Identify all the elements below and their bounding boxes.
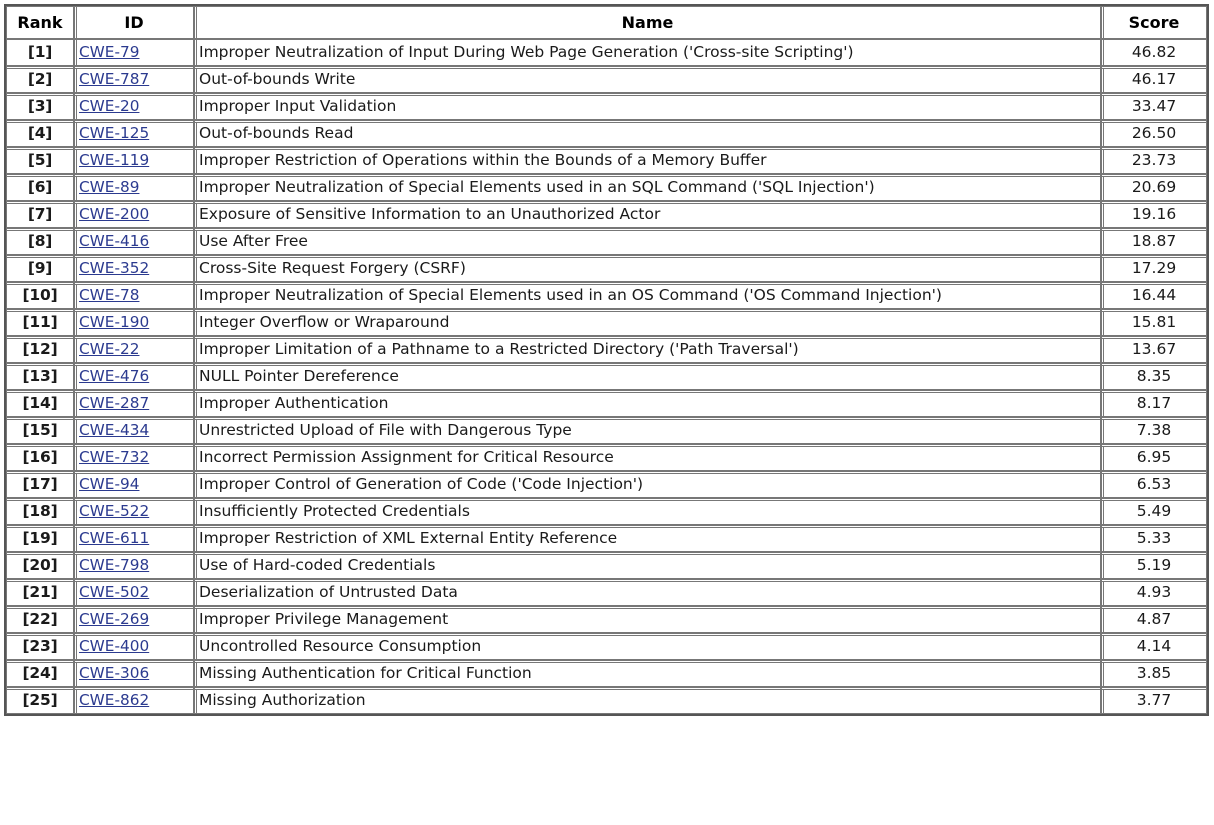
cell-score: 17.29	[1101, 255, 1207, 282]
table-header-row	[6, 6, 1207, 39]
cell-rank: [16]	[6, 444, 74, 471]
cell-rank: [7]	[6, 201, 74, 228]
cell-name: Use After Free	[194, 228, 1101, 255]
table-row	[6, 147, 1207, 174]
cell-id	[74, 498, 194, 525]
cell-rank: [12]	[6, 336, 74, 363]
cwe-id-link[interactable]: CWE-269	[79, 610, 150, 629]
cell-id	[74, 39, 194, 66]
cwe-id-link[interactable]: CWE-732	[79, 448, 150, 467]
cell-name: Integer Overflow or Wraparound	[194, 309, 1101, 336]
cell-name: Improper Neutralization of Input During Web Page Generation ('Cross-site Scripting')	[194, 39, 1101, 66]
cell-name: Unrestricted Upload of File with Dangerous Type	[194, 417, 1101, 444]
cell-rank: [17]	[6, 471, 74, 498]
cwe-id-link[interactable]: CWE-416	[79, 232, 150, 251]
cell-score: 4.14	[1101, 633, 1207, 660]
cell-rank: [3]	[6, 93, 74, 120]
cell-rank: [11]	[6, 309, 74, 336]
cwe-id-link[interactable]: CWE-190	[79, 313, 150, 332]
cwe-id-link[interactable]: CWE-89	[79, 178, 140, 197]
cwe-id-link[interactable]: CWE-287	[79, 394, 150, 413]
cell-score: 16.44	[1101, 282, 1207, 309]
cwe-id-link[interactable]: CWE-522	[79, 502, 150, 521]
cwe-id-link[interactable]: CWE-78	[79, 286, 140, 305]
cell-score: 3.77	[1101, 687, 1207, 714]
cwe-id-link[interactable]: CWE-476	[79, 367, 150, 386]
cell-id	[74, 390, 194, 417]
cwe-top25-table	[4, 4, 1209, 716]
table-row	[6, 471, 1207, 498]
cell-id	[74, 444, 194, 471]
cell-rank: [24]	[6, 660, 74, 687]
cwe-id-link[interactable]: CWE-306	[79, 664, 150, 683]
cell-id	[74, 201, 194, 228]
cell-score: 4.93	[1101, 579, 1207, 606]
cell-id	[74, 93, 194, 120]
cell-rank: [6]	[6, 174, 74, 201]
cell-id	[74, 66, 194, 93]
table-header	[6, 6, 1207, 39]
cell-name: Improper Neutralization of Special Elements used in an SQL Command ('SQL Injection')	[194, 174, 1101, 201]
cwe-id-link[interactable]: CWE-502	[79, 583, 150, 602]
table-row	[6, 390, 1207, 417]
cell-id	[74, 471, 194, 498]
table-row	[6, 66, 1207, 93]
cell-name: Improper Input Validation	[194, 93, 1101, 120]
cell-rank: [4]	[6, 120, 74, 147]
cell-name: Missing Authentication for Critical Function	[194, 660, 1101, 687]
cell-name: Deserialization of Untrusted Data	[194, 579, 1101, 606]
cell-id	[74, 282, 194, 309]
column-header-id[interactable]: ID	[74, 6, 194, 39]
cell-rank: [9]	[6, 255, 74, 282]
cell-score: 46.17	[1101, 66, 1207, 93]
cwe-id-link[interactable]: CWE-434	[79, 421, 150, 440]
cell-name: Exposure of Sensitive Information to an Unauthorized Actor	[194, 201, 1101, 228]
cwe-id-link[interactable]: CWE-22	[79, 340, 140, 359]
table-row	[6, 309, 1207, 336]
cell-rank: [13]	[6, 363, 74, 390]
table-row	[6, 120, 1207, 147]
cell-rank: [20]	[6, 552, 74, 579]
column-header-score[interactable]: Score	[1101, 6, 1207, 39]
cell-name: Use of Hard-coded Credentials	[194, 552, 1101, 579]
cell-score: 3.85	[1101, 660, 1207, 687]
cell-id	[74, 579, 194, 606]
cwe-id-link[interactable]: CWE-611	[79, 529, 150, 548]
cell-name: Out-of-bounds Write	[194, 66, 1101, 93]
table-row	[6, 552, 1207, 579]
cell-rank: [18]	[6, 498, 74, 525]
table-row	[6, 39, 1207, 66]
cell-id	[74, 147, 194, 174]
cwe-id-link[interactable]: CWE-119	[79, 151, 150, 170]
cell-rank: [8]	[6, 228, 74, 255]
cell-score: 26.50	[1101, 120, 1207, 147]
cwe-id-link[interactable]: CWE-862	[79, 691, 150, 710]
cell-score: 20.69	[1101, 174, 1207, 201]
table-row	[6, 93, 1207, 120]
cell-name: Out-of-bounds Read	[194, 120, 1101, 147]
table-row	[6, 363, 1207, 390]
cell-rank: [23]	[6, 633, 74, 660]
cell-name: Improper Authentication	[194, 390, 1101, 417]
cell-score: 18.87	[1101, 228, 1207, 255]
cell-name: Improper Privilege Management	[194, 606, 1101, 633]
cell-score: 8.17	[1101, 390, 1207, 417]
table-row	[6, 282, 1207, 309]
cell-rank: [22]	[6, 606, 74, 633]
cwe-id-link[interactable]: CWE-94	[79, 475, 140, 494]
cell-name: Cross-Site Request Forgery (CSRF)	[194, 255, 1101, 282]
cell-rank: [10]	[6, 282, 74, 309]
cell-name: Missing Authorization	[194, 687, 1101, 714]
cell-score: 23.73	[1101, 147, 1207, 174]
cell-rank: [2]	[6, 66, 74, 93]
cell-score: 13.67	[1101, 336, 1207, 363]
cell-name: NULL Pointer Dereference	[194, 363, 1101, 390]
cell-rank: [25]	[6, 687, 74, 714]
cell-name: Improper Control of Generation of Code ('Code Injection')	[194, 471, 1101, 498]
table-row	[6, 255, 1207, 282]
cell-rank: [1]	[6, 39, 74, 66]
cell-name: Improper Limitation of a Pathname to a Restricted Directory ('Path Traversal')	[194, 336, 1101, 363]
table-row	[6, 417, 1207, 444]
table-body	[6, 39, 1207, 714]
column-header-name[interactable]: Name	[194, 6, 1101, 39]
table-row	[6, 525, 1207, 552]
cwe-id-link[interactable]: CWE-200	[79, 205, 150, 224]
cell-id	[74, 633, 194, 660]
cell-rank: [21]	[6, 579, 74, 606]
cwe-id-link[interactable]: CWE-400	[79, 637, 150, 656]
cell-id	[74, 120, 194, 147]
table-row	[6, 579, 1207, 606]
table-row	[6, 606, 1207, 633]
cell-id	[74, 417, 194, 444]
table-row	[6, 201, 1207, 228]
column-header-rank[interactable]: Rank	[6, 6, 74, 39]
cell-name: Incorrect Permission Assignment for Critical Resource	[194, 444, 1101, 471]
cell-name: Uncontrolled Resource Consumption	[194, 633, 1101, 660]
cell-name: Insufficiently Protected Credentials	[194, 498, 1101, 525]
cell-id	[74, 687, 194, 714]
cwe-id-link[interactable]: CWE-787	[79, 70, 150, 89]
cell-score: 4.87	[1101, 606, 1207, 633]
table-row	[6, 498, 1207, 525]
cell-rank: [5]	[6, 147, 74, 174]
cell-id	[74, 363, 194, 390]
cell-score: 19.16	[1101, 201, 1207, 228]
cwe-id-link[interactable]: CWE-125	[79, 124, 150, 143]
table-row	[6, 228, 1207, 255]
cell-id	[74, 525, 194, 552]
cwe-id-link[interactable]: CWE-352	[79, 259, 150, 278]
table-row	[6, 687, 1207, 714]
table-row	[6, 660, 1207, 687]
cwe-id-link[interactable]: CWE-79	[79, 43, 140, 62]
cell-rank: [14]	[6, 390, 74, 417]
cell-id	[74, 552, 194, 579]
cell-score: 6.53	[1101, 471, 1207, 498]
cell-score: 33.47	[1101, 93, 1207, 120]
table-row	[6, 174, 1207, 201]
cell-id	[74, 255, 194, 282]
table-row	[6, 444, 1207, 471]
cell-score: 15.81	[1101, 309, 1207, 336]
cell-score: 46.82	[1101, 39, 1207, 66]
cell-rank: [15]	[6, 417, 74, 444]
cell-rank: [19]	[6, 525, 74, 552]
cell-name: Improper Restriction of XML External Entity Reference	[194, 525, 1101, 552]
cell-score: 8.35	[1101, 363, 1207, 390]
cell-name: Improper Neutralization of Special Elements used in an OS Command ('OS Command Injection')	[194, 282, 1101, 309]
cwe-id-link[interactable]: CWE-20	[79, 97, 140, 116]
cell-id	[74, 606, 194, 633]
cell-score: 7.38	[1101, 417, 1207, 444]
cell-score: 6.95	[1101, 444, 1207, 471]
cell-id	[74, 309, 194, 336]
table-row	[6, 633, 1207, 660]
cell-id	[74, 174, 194, 201]
cell-score: 5.33	[1101, 525, 1207, 552]
table-row	[6, 336, 1207, 363]
cell-id	[74, 660, 194, 687]
cell-score: 5.19	[1101, 552, 1207, 579]
cell-score: 5.49	[1101, 498, 1207, 525]
cwe-id-link[interactable]: CWE-798	[79, 556, 150, 575]
cell-id	[74, 336, 194, 363]
cell-id	[74, 228, 194, 255]
cell-name: Improper Restriction of Operations within the Bounds of a Memory Buffer	[194, 147, 1101, 174]
